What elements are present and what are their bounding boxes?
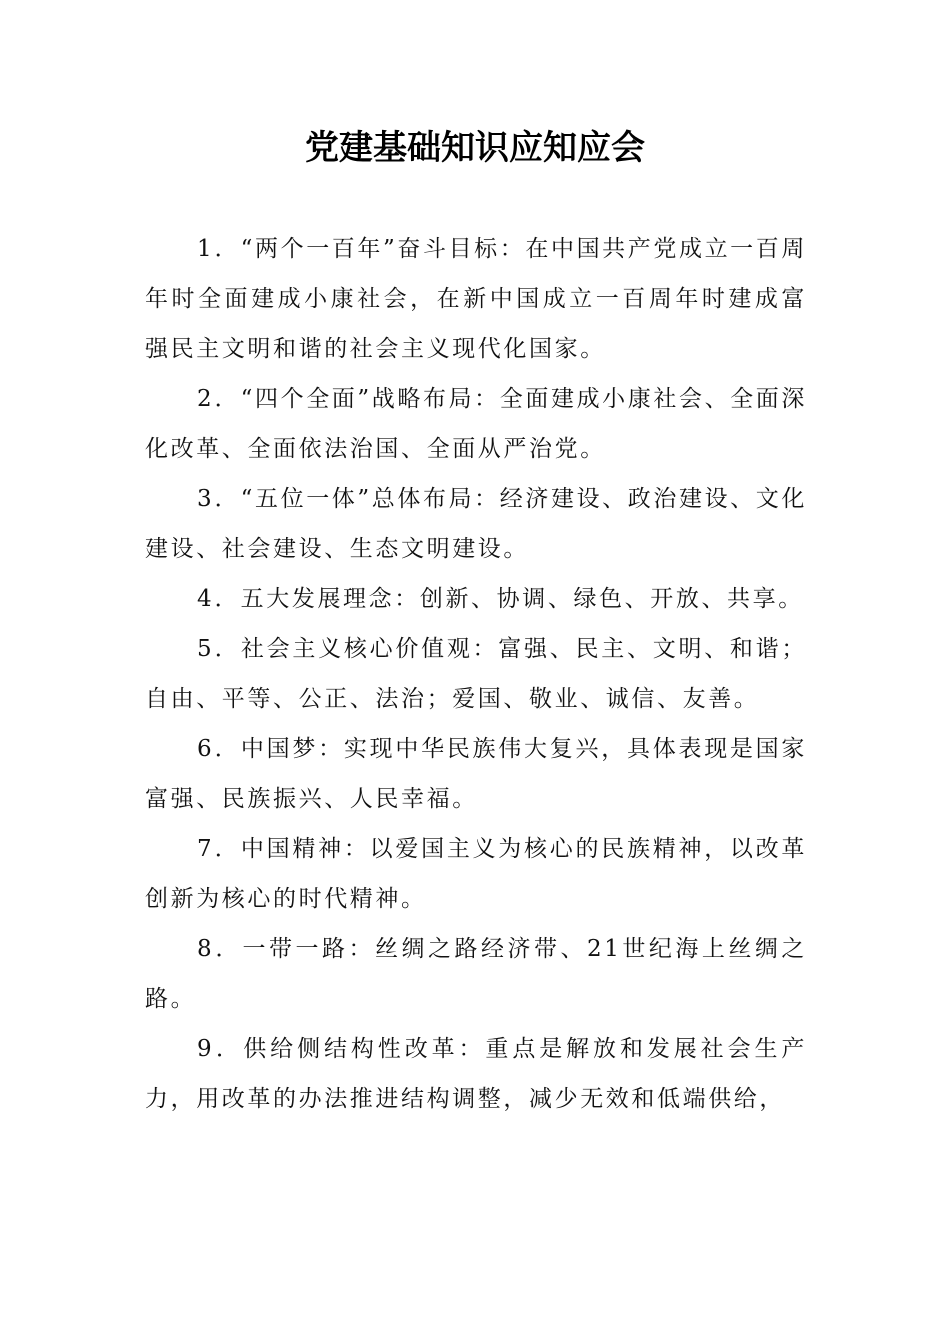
item-text: 中国精神：以爱国主义为核心的民族精神，以改革创新为核心的时代精神。 — [145, 836, 808, 912]
item-number: 3． — [197, 486, 241, 512]
item-number: 9． — [197, 1036, 244, 1062]
item-text: 社会主义核心价值观：富强、民主、文明、和谐；自由、平等、公正、法治；爱国、敬业、诚信、友善。 — [145, 636, 808, 712]
document-body — [145, 224, 807, 1124]
item-number: 8． — [197, 936, 243, 962]
list-item — [145, 474, 807, 574]
list-item — [145, 624, 807, 724]
item-number: 2． — [197, 386, 241, 412]
item-number: 5． — [197, 636, 241, 662]
list-item — [145, 224, 807, 374]
item-text: “两个一百年”奋斗目标：在中国共产党成立一百周年时全面建成小康社会，在新中国成立一百周年时建成富强民主文明和谐的社会主义现代化国家。 — [145, 236, 807, 362]
item-number: 6． — [197, 736, 241, 762]
item-text: 供给侧结构性改革：重点是解放和发展社会生产力，用改革的办法推进结构调整，减少无效和低端供给， — [145, 1036, 807, 1112]
item-text: “四个全面”战略布局：全面建成小康社会、全面深化改革、全面依法治国、全面从严治党。 — [145, 386, 807, 462]
document-title: 党建基础知识应知应会 — [305, 128, 645, 168]
list-item — [145, 374, 807, 474]
item-text: 五大发展理念：创新、协调、绿色、开放、共享。 — [240, 586, 804, 612]
list-item — [145, 1024, 807, 1124]
item-number: 1． — [197, 236, 241, 262]
item-text: 中国梦：实现中华民族伟大复兴，具体表现是国家富强、民族振兴、人民幸福。 — [145, 736, 808, 812]
item-text: “五位一体”总体布局：经济建设、政治建设、文化建设、社会建设、生态文明建设。 — [145, 486, 807, 562]
list-item — [145, 824, 807, 924]
item-number: 7． — [197, 836, 241, 862]
item-text: 一带一路：丝绸之路经济带、21世纪海上丝绸之路。 — [145, 936, 808, 1012]
list-item — [145, 924, 807, 1024]
list-item — [145, 724, 807, 824]
list-item — [145, 574, 807, 624]
item-number: 4． — [197, 586, 241, 612]
